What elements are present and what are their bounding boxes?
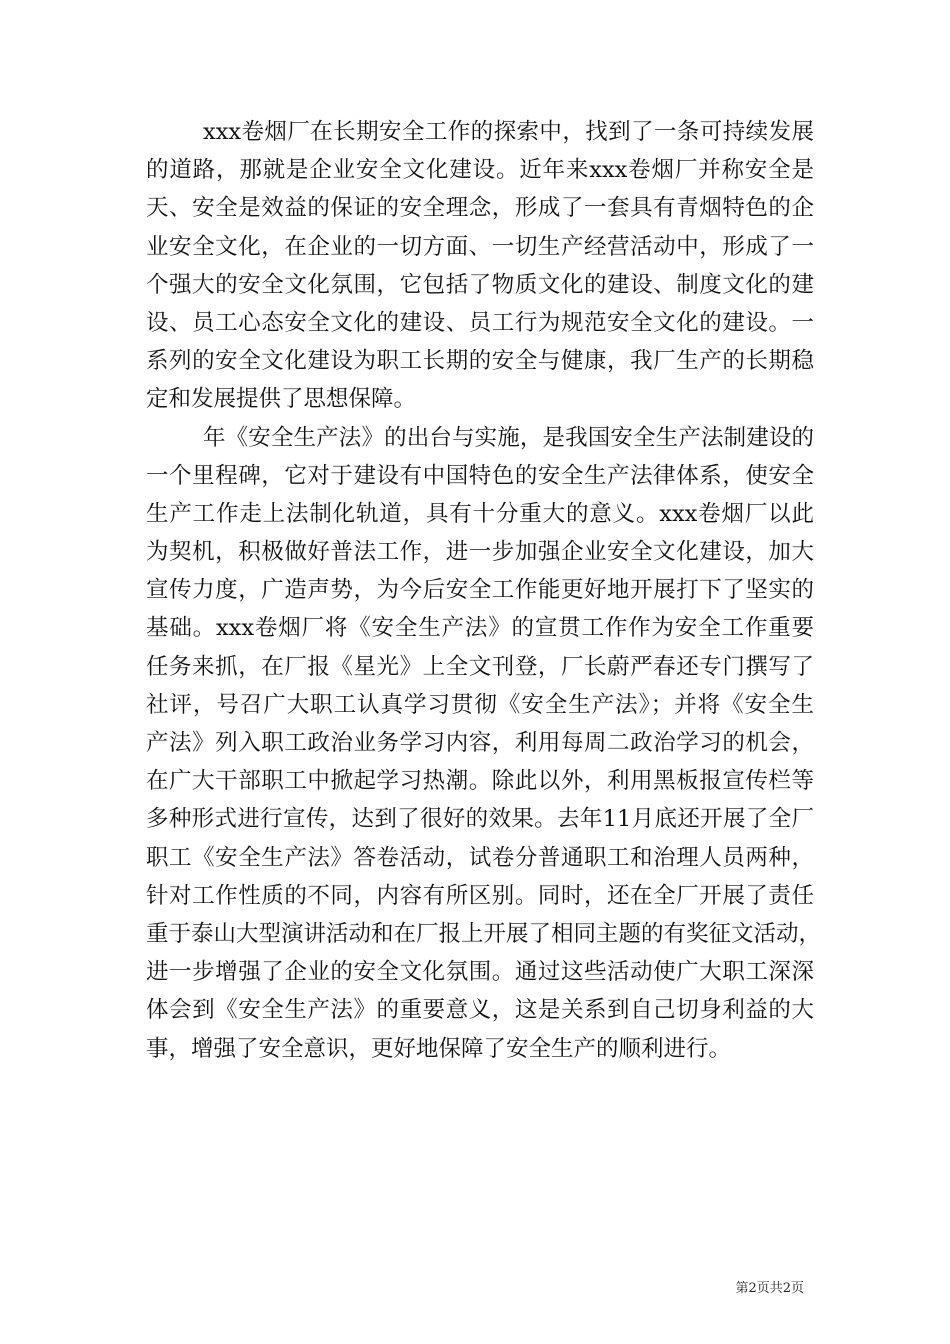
- text-line: 社评，号召广大职工认真学习贯彻《安全生产法》；并将《安全生: [146, 691, 814, 718]
- body-text: [146, 113, 822, 1068]
- text-line: 产法》列入职工政治业务学习内容，利用每周二政治学习的机会，: [146, 730, 814, 756]
- text-line: 事，增强了安全意识，更好地保障了安全生产的顺利进行。: [146, 1035, 732, 1062]
- text-line: 一个里程碑，它对于建设有中国特色的安全生产法律体系，使安全: [146, 462, 814, 489]
- text-line: 进一步增强了企业的安全文化氛围。通过这些活动使广大职工深深: [146, 959, 814, 986]
- paragraph-safety-culture: [146, 113, 814, 419]
- text-line: 针对工作性质的不同，内容有所区别。同时，还在全厂开展了责任: [146, 882, 814, 909]
- page-number: 第2页共2页: [735, 1281, 804, 1296]
- text-line: 生产工作走上法制化轨道，具有十分重大的意义。xxx卷烟厂以此: [146, 500, 814, 527]
- text-line: 定和发展提供了思想保障。: [146, 386, 417, 413]
- text-line: 年《安全生产法》的出台与实施，是我国安全生产法制建设的: [203, 424, 814, 451]
- text-line: 任务来抓，在厂报《星光》上全文刊登，厂长蔚严春还专门撰写了: [146, 653, 814, 680]
- text-line: 业安全文化，在企业的一切方面、一切生产经营活动中，形成了一: [146, 233, 814, 260]
- text-line: 设、员工心态安全文化的建设、员工行为规范安全文化的建设。一: [146, 309, 814, 336]
- text-line: 体会到《安全生产法》的重要意义，这是关系到自己切身利益的大: [146, 997, 814, 1024]
- text-line: 重于泰山大型演讲活动和在厂报上开展了相同主题的有奖征文活动，: [146, 920, 822, 947]
- text-line: 宣传力度，广造声势，为今后安全工作能更好地开展打下了坚实的: [146, 577, 814, 604]
- text-line: 系列的安全文化建设为职工长期的安全与健康，我厂生产的长期稳: [146, 348, 814, 375]
- text-line: 在广大干部职工中掀起学习热潮。除此以外，利用黑板报宣传栏等: [146, 768, 814, 795]
- text-line: 多种形式进行宣传，达到了很好的效果。去年11月底还开展了全厂: [146, 806, 814, 833]
- text-line: 为契机，积极做好普法工作，进一步加强企业安全文化建设，加大: [146, 539, 814, 566]
- text-line: xxx卷烟厂在长期安全工作的探索中，找到了一条可持续发展: [203, 119, 814, 145]
- text-line: 职工《安全生产法》答卷活动，试卷分普通职工和治理人员两种，: [146, 844, 814, 871]
- text-line: 天、安全是效益的保证的安全理念，形成了一套具有青烟特色的企: [146, 195, 814, 222]
- text-line: 基础。xxx卷烟厂将《安全生产法》的宣贯工作作为安全工作重要: [146, 615, 814, 642]
- text-line: 的道路，那就是企业安全文化建设。近年来xxx卷烟厂并称安全是: [146, 157, 814, 184]
- text-line: 个强大的安全文化氛围，它包括了物质文化的建设、制度文化的建: [146, 271, 814, 298]
- paragraph-safety-law: [146, 419, 822, 1068]
